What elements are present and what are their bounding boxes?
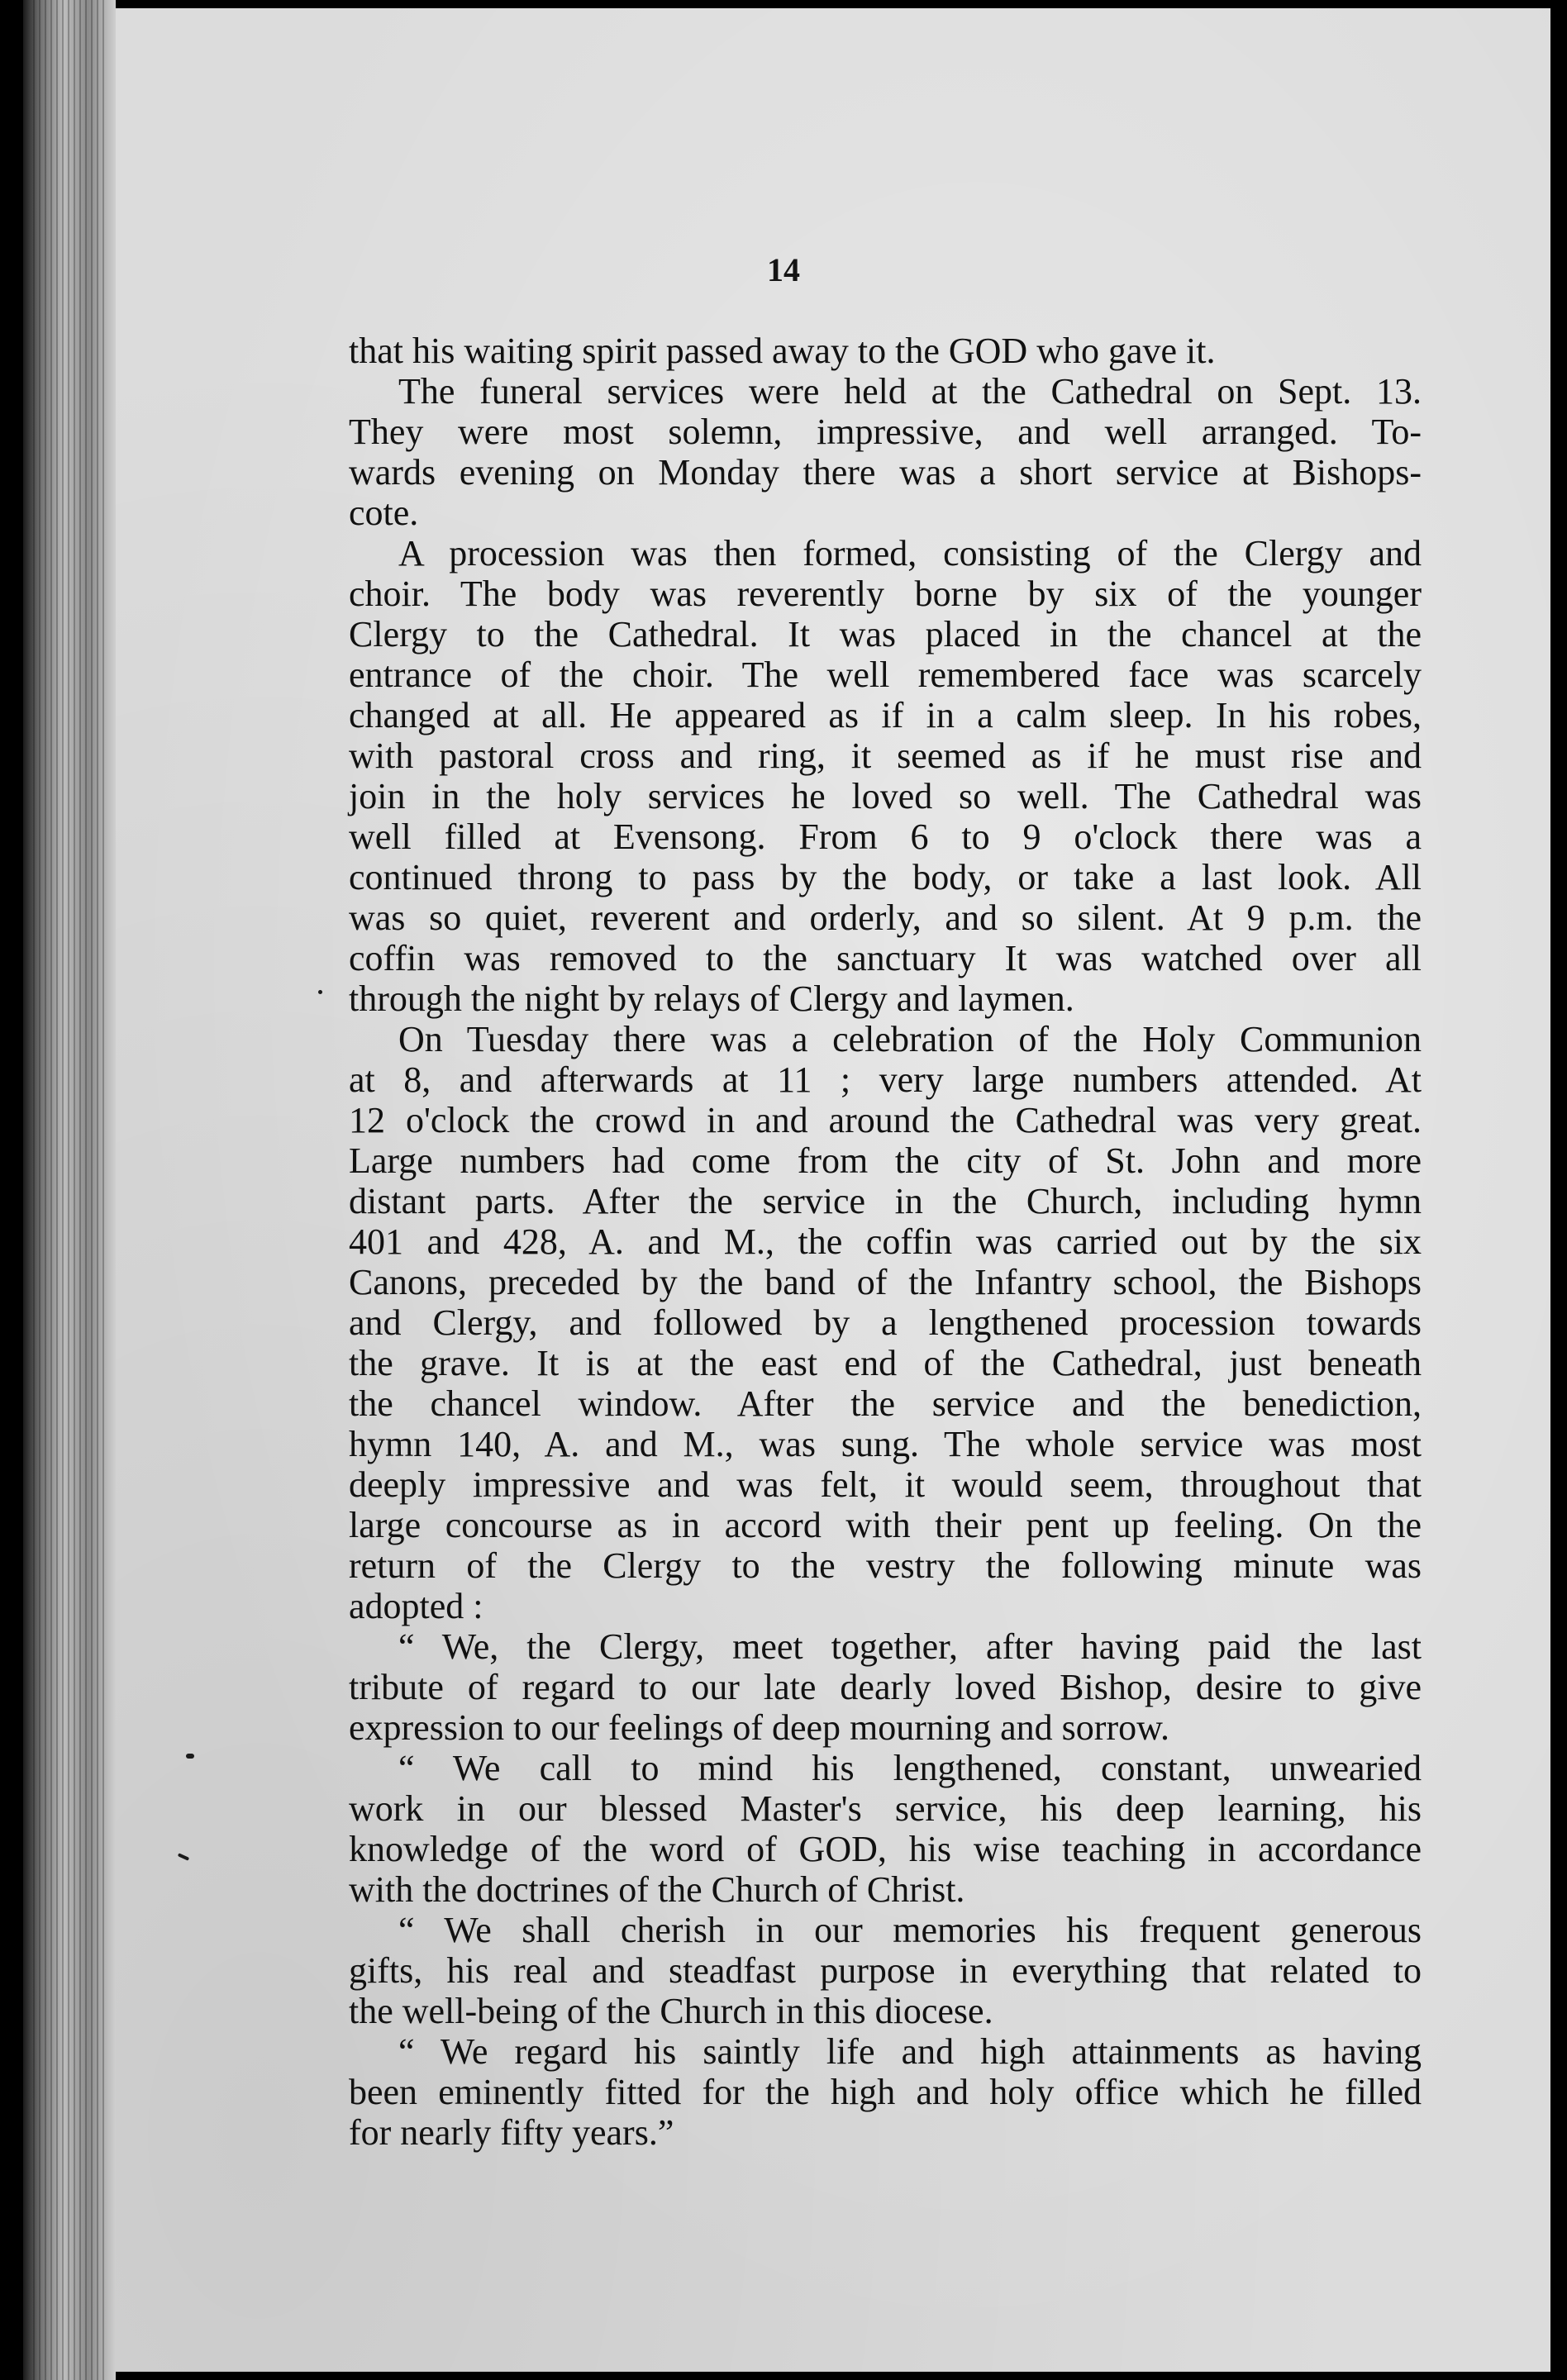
text-line: They were most solemn, impressive, and well arranged. To- [349, 412, 1422, 452]
text-line: tribute of regard to our late dearly loved Bishop, desire to give [349, 1667, 1422, 1707]
text-line: “ We, the Clergy, meet together, after having paid the last [398, 1626, 1422, 1667]
text-line: knowledge of the word of GOD, his wise teaching in accordance [349, 1829, 1422, 1869]
paragraph [349, 533, 1422, 1019]
text-line: Canons, preceded by the band of the Infantry school, the Bishops [349, 1262, 1422, 1302]
text-line: continued throng to pass by the body, or take a last look. All [349, 857, 1422, 897]
page-number: 14 [767, 251, 800, 288]
text-line: wards evening on Monday there was a short service at Bishops- [349, 452, 1422, 493]
paragraph [349, 2031, 1422, 2153]
paragraph [349, 1626, 1422, 1748]
text-line: large concourse as in accord with their pent up feeling. On the [349, 1505, 1422, 1545]
paragraph [349, 1019, 1422, 1626]
text-line: and Clergy, and followed by a lengthened procession towards [349, 1302, 1422, 1343]
text-line: that his waiting spirit passed away to the GOD who gave it. [349, 331, 1216, 371]
text-line: was so quiet, reverent and orderly, and so silent. At 9 p.m. the [349, 897, 1422, 938]
text-line: the grave. It is at the east end of the Cathedral, just beneath [349, 1343, 1422, 1383]
ink-speck [186, 1754, 194, 1759]
text-line: adopted : [349, 1586, 483, 1626]
text-line: coffin was removed to the sanctuary It was watched over all [349, 938, 1422, 978]
text-line: A procession was then formed, consisting of the Clergy and [398, 533, 1422, 574]
text-line: with pastoral cross and ring, it seemed as if he must rise and [349, 735, 1422, 776]
text-line: Clergy to the Cathedral. It was placed in the chancel at the [349, 614, 1422, 654]
body-text [349, 331, 1422, 2153]
text-line: “ We call to mind his lengthened, constant, unwearied [398, 1748, 1422, 1788]
text-line: “ We regard his saintly life and high attainments as having [398, 2031, 1422, 2072]
text-line: changed at all. He appeared as if in a calm sleep. In his robes, [349, 695, 1422, 735]
text-line: for nearly fifty years.” [349, 2112, 674, 2153]
text-line: choir. The body was reverently borne by six of the younger [349, 574, 1422, 614]
text-line: through the night by relays of Clergy and laymen. [349, 978, 1074, 1019]
text-line: hymn 140, A. and M., was sung. The whole service was most [349, 1424, 1422, 1464]
text-line: expression to our feelings of deep mourning and sorrow. [349, 1707, 1170, 1748]
text-line: Large numbers had come from the city of St. John and more [349, 1140, 1422, 1181]
text-line: distant parts. After the service in the Church, including hymn [349, 1181, 1422, 1221]
text-line: 401 and 428, A. and M., the coffin was carried out by the six [349, 1221, 1422, 1262]
text-line: entrance of the choir. The well remembered face was scarcely [349, 654, 1422, 695]
text-line: at 8, and afterwards at 11 ; very large numbers attended. At [349, 1059, 1422, 1100]
paragraph [349, 1748, 1422, 1910]
ink-speck [318, 990, 322, 994]
text-line: with the doctrines of the Church of Christ. [349, 1869, 965, 1910]
text-line: On Tuesday there was a celebration of the Holy Communion [398, 1019, 1422, 1059]
text-line: the chancel window. After the service and the benediction, [349, 1383, 1422, 1424]
text-line: “ We shall cherish in our memories his frequent generous [398, 1910, 1422, 1950]
text-line: the well-being of the Church in this diocese. [349, 1991, 993, 2031]
paragraph [349, 1910, 1422, 2031]
text-line: return of the Clergy to the vestry the following minute was [349, 1545, 1422, 1586]
text-line: been eminently fitted for the high and holy office which he filled [349, 2072, 1422, 2112]
text-line: join in the holy services he loved so well. The Cathedral was [349, 776, 1422, 816]
text-line: The funeral services were held at the Cathedral on Sept. 13. [398, 371, 1422, 412]
paragraph [349, 331, 1422, 371]
text-line: well filled at Evensong. From 6 to 9 o'clock there was a [349, 816, 1422, 857]
text-line: gifts, his real and steadfast purpose in everything that related to [349, 1950, 1422, 1991]
text-line: 12 o'clock the crowd in and around the Cathedral was very great. [349, 1100, 1422, 1140]
text-line: cote. [349, 493, 419, 533]
text-line: work in our blessed Master's service, his deep learning, his [349, 1788, 1422, 1829]
text-line: deeply impressive and was felt, it would seem, throughout that [349, 1464, 1422, 1505]
paragraph [349, 371, 1422, 533]
book-page-edge-lines [33, 0, 107, 2380]
